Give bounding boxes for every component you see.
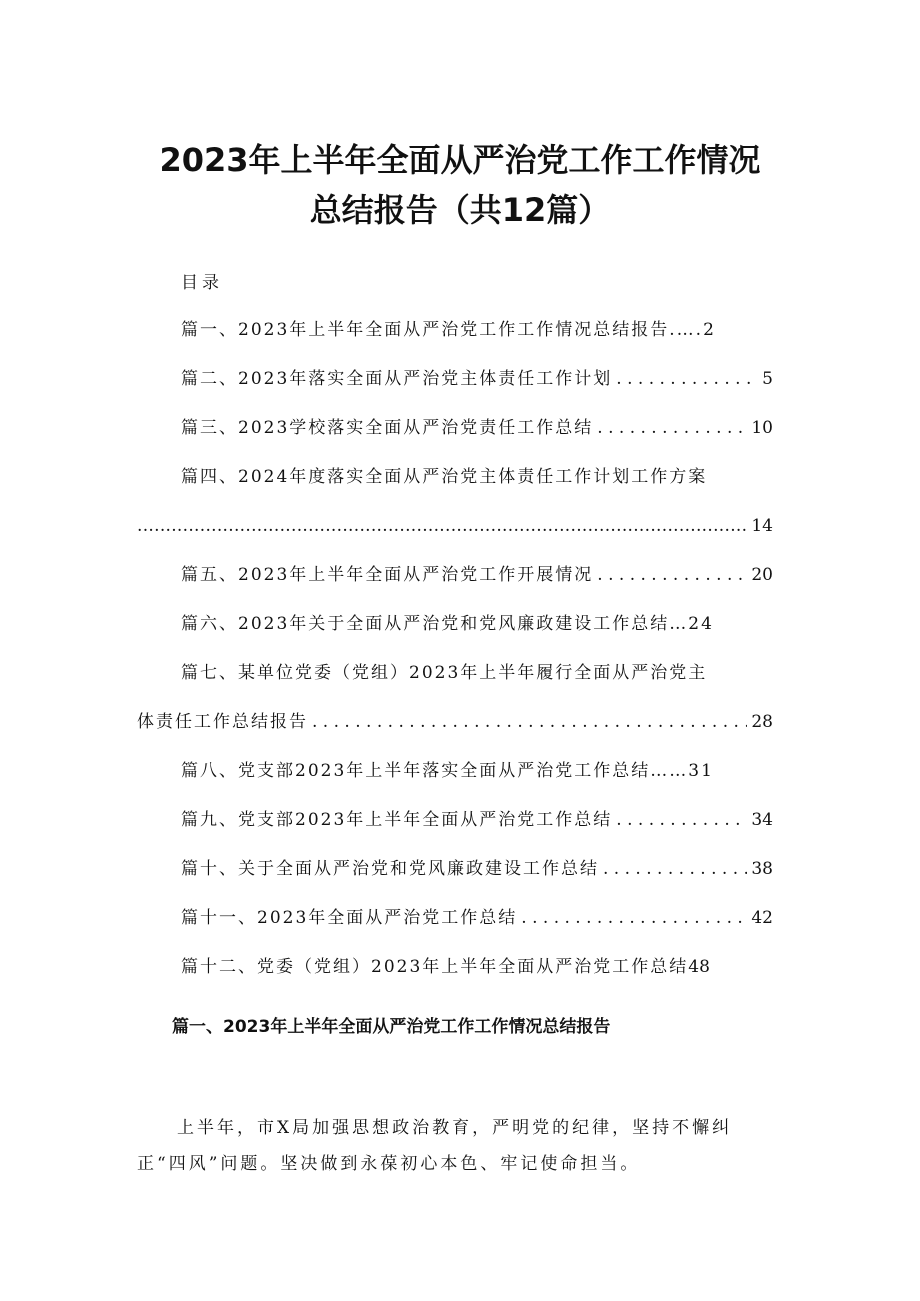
toc-entry-4: [181, 463, 707, 491]
toc-entry-7: [181, 659, 707, 687]
toc-entry-page: 5: [762, 369, 773, 389]
toc-entry-3: [181, 414, 773, 442]
toc-entry-page: .2: [695, 320, 716, 340]
toc-entry-page: 24: [688, 614, 714, 634]
toc-entry-page: 48: [688, 957, 710, 977]
toc-entry-text: 篇五、2023年上半年全面从严治党工作开展情况: [181, 565, 594, 585]
toc-entry-text: 篇一、2023年上半年全面从严治党工作工作情况总结报告.: [181, 320, 677, 340]
toc-entry-text: 篇十、关于全面从严治党和党风廉政建设工作总结: [181, 859, 599, 879]
toc-entry-text: 篇六、2023年关于全面从严治党和党风廉政建设工作总结: [181, 614, 670, 634]
toc-dot-leader: [597, 414, 747, 442]
toc-entry-text: 篇三、2023学校落实全面从严治党责任工作总结: [181, 418, 594, 438]
toc-entry-leader: …: [669, 614, 689, 634]
document-title-line-2: 总结报告（共12篇）: [309, 191, 611, 229]
toc-entry-text: 篇四、2024年度落实全面从严治党主体责任工作计划工作方案: [181, 467, 708, 487]
toc-entry-page: 42: [751, 908, 773, 928]
toc-entry-11: [181, 904, 773, 932]
toc-entry-4-continuation: [137, 512, 773, 540]
toc-entry-text: 篇九、党支部2023年上半年全面从严治党工作总结: [181, 810, 613, 830]
toc-entry-text: 篇八、党支部2023年上半年落实全面从严治党工作总结: [181, 761, 651, 781]
toc-dot-leader: [616, 365, 758, 393]
toc-entry-continuation-text: 体责任工作总结报告: [137, 712, 308, 732]
toc-entry-text: 篇十二、党委（党组）2023年上半年全面从严治党工作总结: [181, 957, 689, 977]
document-title-line-1: 2023年上半年全面从严治党工作工作情况: [159, 141, 761, 179]
toc-dot-leader: [521, 904, 747, 932]
section-heading: 篇一、2023年上半年全面从严治党工作工作情况总结报告: [172, 1017, 611, 1037]
toc-entry-text: 篇七、某单位党委（党组）2023年上半年履行全面从严治党主: [181, 663, 708, 683]
toc-entry-6: [181, 610, 714, 638]
toc-entry-2: [181, 365, 773, 393]
toc-entry-leader: …: [676, 320, 696, 340]
toc-entry-12: [181, 953, 710, 981]
toc-entry-page: 34: [751, 810, 773, 830]
toc-entry-text: 篇十一、2023年全面从严治党工作总结: [181, 908, 518, 928]
toc-entry-9: [181, 806, 773, 834]
toc-entry-page: 14: [751, 516, 773, 536]
body-paragraph: 上半年，市X局加强思想政治教育，严明党的纪律，坚持不懈纠正“四风”问题。坚决做到永葆初心本色、牢记使命担当。: [137, 1118, 733, 1174]
toc-entry-page: 38: [751, 859, 773, 879]
toc-entry-7-continuation: [137, 708, 773, 736]
toc-entry-page: 20: [751, 565, 773, 585]
toc-entry-page: 10: [751, 418, 773, 438]
toc-dot-leader: [137, 512, 747, 540]
toc-dot-leader: [312, 708, 747, 736]
toc-entry-text: 篇二、2023年落实全面从严治党主体责任工作计划: [181, 369, 613, 389]
toc-dot-leader: [603, 855, 747, 883]
toc-entry-10: [181, 855, 773, 883]
toc-entry-8: [181, 757, 714, 785]
toc-entry-page: 31: [688, 761, 714, 781]
toc-entry-1: [181, 316, 716, 344]
toc-dot-leader: [597, 561, 747, 589]
toc-dot-leader: [616, 806, 747, 834]
toc-entry-5: [181, 561, 773, 589]
toc-entry-page: 28: [751, 712, 773, 732]
toc-entry-leader: ……: [650, 761, 689, 781]
toc-label: 目录: [181, 273, 223, 293]
